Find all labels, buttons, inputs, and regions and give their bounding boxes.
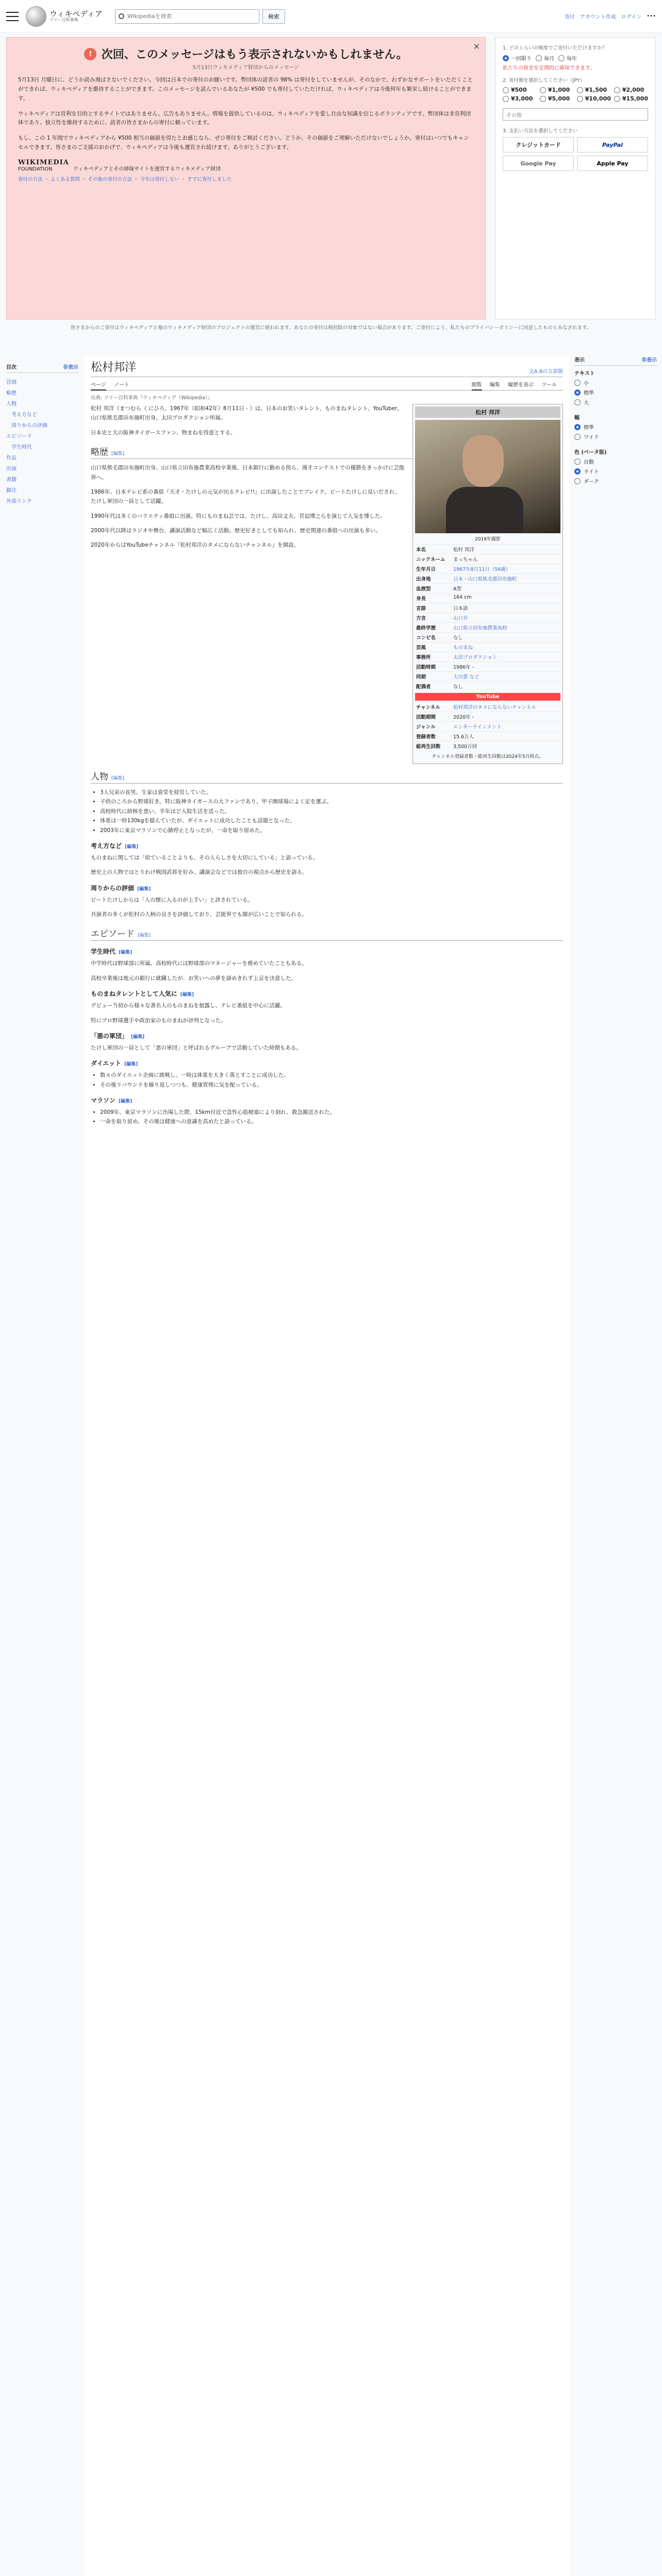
edit-link[interactable]: [編集] <box>119 1099 133 1104</box>
search-box <box>115 9 259 24</box>
radio-icon <box>574 380 581 386</box>
ib-key: 出身地 <box>416 577 431 582</box>
diet-item: • 数々のダイエット企画に挑戦し、一時は体重を大きく落とすことに成功した。 <box>100 1071 563 1080</box>
radio-icon <box>503 96 509 102</box>
career-paragraph: 1986年、日本テレビ系の番組『天才・たけしの元気が出るテレビ!!』に出演したことでブレイク。ビートたけしに見いだされ、たけし軍団の一員として活躍。 <box>91 488 401 505</box>
amount-option[interactable] <box>540 95 574 102</box>
infobox-title: 松村 邦洋 <box>415 406 560 418</box>
color-light-option[interactable] <box>574 467 657 475</box>
option-label: 小 <box>584 381 589 386</box>
banner-subtitle: 5月13日ウィキメディア財団からのメッセージ <box>192 65 300 71</box>
banner-title: 次回、このメッセージはもう表示されないかもしれません。 <box>101 48 408 61</box>
ib-key: 最終学歴 <box>416 625 436 631</box>
ib-key: 身長 <box>416 596 426 602</box>
toc-item[interactable]: 出演 <box>6 466 16 472</box>
toc-title: 目次 <box>6 365 16 370</box>
text-large-option[interactable] <box>574 398 657 406</box>
logo-title: ウィキペディア <box>49 9 103 19</box>
donate-panel <box>495 37 656 319</box>
diet-item: • その後リバウンドを繰り返しつつも、健康管理に気を配っている。 <box>100 1080 563 1090</box>
tab-history[interactable]: 履歴を表示 <box>508 382 534 388</box>
option-label: 大 <box>584 400 589 406</box>
wikimedia-logo-sub: FOUNDATION <box>18 166 53 172</box>
text-size-label: テキスト <box>574 371 595 377</box>
amount-option[interactable] <box>614 87 648 93</box>
ib-val: 15.6万人 <box>453 734 474 740</box>
color-dark-option[interactable] <box>574 477 657 485</box>
amount-label: ¥1,000 <box>548 87 570 93</box>
source-note: 出典: フリー百科事典『ウィキペディア（Wikipedia）』 <box>91 395 213 401</box>
ib-key: 本名 <box>416 547 426 553</box>
edit-link[interactable]: [編集] <box>131 1034 145 1040</box>
amount-option[interactable] <box>614 95 648 102</box>
top-bar <box>0 0 662 33</box>
photo-caption: 2018年撮影 <box>475 537 501 542</box>
imitate-paragraph: デビュー当初から様々な著名人のものまねを披露し、テレビ番組を中心に活躍。 <box>91 1003 286 1009</box>
ib-key: 言語 <box>416 606 426 612</box>
subsection-heading: 周りからの評価 <box>91 884 135 892</box>
option-label: ダーク <box>584 479 599 485</box>
ib-val: なし <box>453 684 464 690</box>
radio-icon <box>574 434 581 440</box>
amount-label: ¥15,000 <box>622 95 648 102</box>
tab-page[interactable]: ページ <box>91 382 106 391</box>
toc-item[interactable]: 略歴 <box>6 391 16 396</box>
ib-val: A型 <box>453 586 461 592</box>
toc-item[interactable]: 冒頭 <box>6 380 16 385</box>
ib-val: 松村 邦洋 <box>453 547 475 553</box>
ib-key: 芸風 <box>416 645 426 651</box>
donate-link[interactable]: 寄付 <box>564 14 575 20</box>
payment-question: 3. 支払い方法を選択してください <box>503 128 578 134</box>
toc-item[interactable]: 人物 <box>6 401 16 407</box>
amount-label: ¥10,000 <box>585 95 611 102</box>
freq-monthly-option[interactable] <box>536 54 554 62</box>
subsection-heading: ものまねタレントとして人気に <box>91 990 177 998</box>
info-icon: ! <box>84 48 96 60</box>
ib-key: 活動期間 <box>416 715 436 720</box>
ib-val[interactable]: 松村邦洋のタメにならないチャンネル <box>453 705 536 710</box>
search-input[interactable] <box>127 13 256 20</box>
text-small-option[interactable] <box>574 379 657 386</box>
google-pay-button[interactable]: Google Pay <box>503 156 574 171</box>
width-standard-option[interactable] <box>574 423 657 431</box>
ib-val: 日本語 <box>453 606 468 612</box>
freq-label: 毎月 <box>544 56 554 62</box>
amount-option[interactable] <box>577 87 611 93</box>
toc-sidebar <box>6 363 78 506</box>
banner-paragraph: ウィキペディアは営利を目的とするサイトではありません。広告もありません。情報を提供しているのは、ウィキペディアを愛し自由な知識を信じるボランティアです。弊団体は非営利団体であり、独立性を維持するために、読者の皆さまからの寄付に頼っています。 <box>18 110 471 126</box>
language-button[interactable]: 文A 8の言語版 <box>528 369 563 375</box>
login-link[interactable]: ログイン <box>621 14 642 20</box>
amount-label: ¥500 <box>511 87 527 93</box>
person-item: • 子供のころから野球好き。特に阪神タイガースの大ファンであり、甲子園球場によく足を運ぶ。 <box>100 797 563 806</box>
ib-key: 方言 <box>416 616 426 621</box>
toc-item[interactable]: 作品 <box>6 455 16 461</box>
radio-icon <box>574 399 581 405</box>
wikimedia-tagline: ウィキペディアとその姉妹サイトを運営するウィキメディア財団 <box>73 166 221 172</box>
ib-key: コンビ名 <box>416 635 436 641</box>
intro-paragraph: 松村 邦洋（まつむら くにひろ、1967年（昭和42年）8月11日 - ）は、日本のお笑いタレント、ものまねタレント、YouTuber。山口県熊毛郡田布施町出身。太田プロダクション所属。 <box>91 405 403 421</box>
radio-icon <box>536 55 542 61</box>
text-standard-option[interactable] <box>574 388 657 396</box>
freq-once-option[interactable] <box>503 54 532 62</box>
career-paragraph: 2020年からはYouTubeチャンネル『松村邦洋のタメにならないチャンネル』を開設。 <box>91 542 300 549</box>
create-account-link[interactable]: アカウント作成 <box>580 14 616 20</box>
section-heading: エピソード <box>91 929 135 940</box>
radio-icon <box>558 55 565 61</box>
option-label: 標準 <box>584 391 594 396</box>
toc-item[interactable]: 脚注 <box>6 488 16 494</box>
option-label: 自動 <box>584 460 594 465</box>
youtube-note: チャンネル登録者数・総再生回数は2024年5月時点。 <box>432 754 544 759</box>
toc-item[interactable]: エピソード <box>6 434 32 439</box>
apple-pay-button[interactable]: Apple Pay <box>577 156 648 171</box>
amount-label: ¥5,000 <box>548 95 570 102</box>
subsection-heading: 「悪の軍団」 <box>91 1032 128 1040</box>
wikipedia-globe-icon <box>26 6 46 27</box>
menu-icon[interactable] <box>6 12 19 21</box>
toc-subitem[interactable]: 学生時代 <box>11 445 32 450</box>
section-heading: 人物 <box>91 772 108 782</box>
amount-question: 2. 寄付額を選択してください（JPY） <box>503 78 585 83</box>
thoughts-paragraph: 歴史上の人物ではとりわけ戦国武将を好み、講演会などでは独自の視点から歴史を語る。 <box>91 869 308 876</box>
banner-links[interactable]: 寄付の方法 ・ よくある質問 ・ その他の寄付の方法 ・ 今年は寄付しない ・ すでに寄付しました <box>18 176 231 182</box>
toc-item[interactable]: 書籍 <box>6 477 16 483</box>
donation-notice: 皆さまからのご寄付はウィキペディアと他のウィキメディア財団のプロジェクトの運営に使われます。あなたの寄付は税控除の対象ではない場合があります。ご寄付により、私たちのプライバシーポリシーに同意したものとみなされます。 <box>70 325 592 331</box>
amount-option[interactable] <box>577 95 611 102</box>
radio-icon <box>574 478 581 484</box>
ib-val: まっちゃん <box>453 557 478 563</box>
section-heading: 略歴 <box>91 447 108 458</box>
intro-paragraph: 日本史と大の阪神タイガースファン、物まねを得意とする。 <box>91 429 236 436</box>
ib-key: 生年月日 <box>416 567 436 572</box>
option-label: 標準 <box>584 425 594 431</box>
subsection-heading: ダイエット <box>91 1060 122 1067</box>
freq-label: 毎年 <box>567 56 577 62</box>
option-label: ライト <box>584 469 599 475</box>
monthly-note: 私たちの資金を定期的に確保できます。 <box>503 65 595 71</box>
ib-key: 血液型 <box>416 586 431 592</box>
wikimedia-logo: WIKIMEDIA <box>18 158 69 166</box>
logo-subtitle: フリー百科事典 <box>49 18 78 23</box>
amount-option[interactable] <box>540 87 574 93</box>
edit-link[interactable]: [編集] <box>119 950 133 956</box>
amount-option[interactable] <box>503 87 537 93</box>
eval-paragraph: 共演者の多くが松村の人柄の良さを評価しており、芸能界でも顔が広いことで知られる。 <box>91 911 307 918</box>
person-item: • 3人兄弟の長男。生家は食堂を経営していた。 <box>100 788 563 797</box>
eval-paragraph: ビートたけしからは「人の懐に入るのが上手い」と評されている。 <box>91 896 253 903</box>
radio-icon <box>574 468 581 474</box>
edit-link[interactable]: [編集] <box>124 1062 138 1067</box>
ib-key: 配偶者 <box>416 684 431 690</box>
color-auto-option[interactable] <box>574 457 657 465</box>
ib-key: チャンネル <box>416 705 440 710</box>
portrait-photo[interactable] <box>415 420 560 533</box>
appearance-hide-link[interactable]: 非表示 <box>641 358 657 363</box>
appearance-panel <box>574 355 657 492</box>
marathon-item: • 2009年、東京マラソンに出場した際、15km付近で急性心筋梗塞により倒れ、救急搬送された。 <box>100 1108 563 1117</box>
radio-icon <box>540 96 546 102</box>
appearance-title: 表示 <box>574 358 585 363</box>
radio-icon <box>614 96 620 102</box>
school-paragraph: 高校卒業後は地元の銀行に就職したが、お笑いへの夢を諦めきれず上京を決意した。 <box>91 975 296 981</box>
freq-label: 一回限り <box>511 56 532 62</box>
ib-val[interactable]: 山口弁 <box>453 616 468 621</box>
amount-option[interactable] <box>503 95 537 102</box>
ib-key: ジャンル <box>416 724 436 730</box>
personal-tools <box>565 12 656 20</box>
ib-val: 164 cm <box>453 595 472 600</box>
tab-talk[interactable]: ノート <box>114 382 129 388</box>
toc-hide-link[interactable]: 非表示 <box>63 365 78 370</box>
ib-val[interactable]: 太田プロダクション <box>453 655 498 660</box>
ib-key: 同期 <box>416 674 426 680</box>
width-label: 幅 <box>574 415 580 421</box>
radio-icon <box>577 96 583 102</box>
tab-edit[interactable]: 編集 <box>489 382 500 388</box>
ib-val[interactable]: エンターテインメント <box>453 724 502 730</box>
tab-read[interactable]: 閲覧 <box>472 382 482 391</box>
career-paragraph: 2000年代以降はラジオや舞台、講演活動など幅広く活動。歴史好きとしても知られ、歴史関連の番組への出演も多い。 <box>91 528 381 534</box>
ib-key: 登録者数 <box>416 734 436 740</box>
ib-val[interactable]: 1967年8月11日（56歳） <box>453 567 511 572</box>
search-button[interactable]: 検索 <box>262 9 285 24</box>
subsection-heading: 学生時代 <box>91 948 116 956</box>
career-paragraph: 山口県熊毛郡田布施町出身。山口県立田布施農業高校卒業後、日本銀行に勤める傍ら、漫才コンテストでの優勝をきっかけに芸能界へ。 <box>91 465 405 481</box>
edit-link[interactable]: [編集] <box>138 933 151 939</box>
radio-icon <box>574 389 581 396</box>
more-menu-icon[interactable]: ••• <box>647 13 656 19</box>
width-wide-option[interactable] <box>574 433 657 440</box>
person-item: • 体重は一時130kgを超えていたが、ダイエットに成功したことも話題となった。 <box>100 816 563 825</box>
banner-paragraph: 5月13日 月曜日に、どうか読み飛ばさないでください。今回は日本での寄付のお願いです。弊団体の読者の 98% は寄付をしていませんが、そのなかで、わずかなサポートをいただくことができれば、ウィキペディアを維持することができます。このメッセージを読んでいるあなたが ¥500 でも寄付していただければ、ウィキペディアは今後何年も繁栄し続けることができます。 <box>18 77 473 101</box>
infobox <box>412 404 563 764</box>
radio-icon <box>503 87 509 93</box>
amount-grid <box>503 87 648 102</box>
option-label: ワイド <box>584 435 599 440</box>
edit-link[interactable]: [編集] <box>111 776 125 781</box>
ib-val[interactable]: 大川豊 など <box>453 674 479 680</box>
ib-val[interactable]: 山口県立田布施農業高校 <box>453 625 507 631</box>
edit-link[interactable]: [編集] <box>137 886 151 892</box>
frequency-question: 1. どのくらいの頻度でご寄付いただけますか？ <box>503 45 607 51</box>
edit-link[interactable]: [編集] <box>180 992 194 998</box>
search-icon <box>119 13 124 19</box>
youtube-section-title: YouTube <box>415 693 560 701</box>
radio-icon <box>540 87 546 93</box>
fundraising-banner <box>6 37 486 319</box>
subsection-heading: 考え方など <box>91 842 122 850</box>
subsection-heading: マラソン <box>91 1097 116 1104</box>
radio-icon <box>577 87 583 93</box>
ib-val: 2020年 - <box>453 715 474 720</box>
ib-val[interactable]: 日本・山口県熊毛郡田布施町 <box>453 577 517 582</box>
ib-val: なし <box>453 635 464 641</box>
ib-key: 活動時期 <box>416 665 436 670</box>
amount-label: ¥1,500 <box>585 87 607 93</box>
ib-key: 総再生回数 <box>416 744 441 750</box>
edit-link[interactable]: [編集] <box>111 451 125 457</box>
ib-key: ニックネーム <box>416 557 445 563</box>
imitate-paragraph: 特にプロ野球選手や政治家のものまねが評判となった。 <box>91 1017 226 1024</box>
toc-subitem[interactable]: 考え方など <box>11 412 37 418</box>
article-main <box>85 355 569 2576</box>
radio-icon <box>614 87 620 93</box>
banner-paragraph: もし、この 1 年間でウィキペディアから ¥500 相当の価値を得たとお感じなら、ぜひ寄付をご検討ください。どうか、その価値をご理解いただけないでしょうか。寄付はいつでもキャンセルできます。皆さまのご支援のおかげで、ウィキペディアは今後も運営され続けます。ありがとうございます。 <box>18 135 469 151</box>
amount-label: ¥3,000 <box>511 95 533 102</box>
ib-val: 1986年 - <box>453 665 474 670</box>
card-pay-button[interactable]: クレジットカード <box>503 137 574 152</box>
toc-item[interactable]: 外部リンク <box>6 499 32 504</box>
close-icon[interactable]: ✕ <box>473 42 480 52</box>
toc-subitem[interactable]: 周りからの評価 <box>11 423 47 429</box>
radio-icon <box>503 55 509 61</box>
color-label: 色 (ベータ版) <box>574 450 607 455</box>
page-title: 松村邦洋 <box>91 361 137 374</box>
freq-yearly-option[interactable] <box>558 54 577 62</box>
ib-val: 3,500万回 <box>453 744 477 750</box>
ib-key: 事務所 <box>416 655 431 660</box>
site-logo[interactable] <box>26 6 103 27</box>
paypal-button[interactable]: PayPal <box>577 137 648 152</box>
marathon-item: • 一命を取り留め、その後は健康への意識を高めたと語っている。 <box>100 1117 563 1126</box>
radio-icon <box>574 424 581 430</box>
edit-link[interactable]: [編集] <box>125 844 139 850</box>
school-paragraph: 中学時代は野球部に所属。高校時代には野球部のマネージャーを務めていたこともある。 <box>91 960 307 967</box>
person-item: • 高校時代に結核を患い、半年ほど入院生活を送った。 <box>100 807 563 816</box>
ib-val[interactable]: ものまね <box>453 645 473 651</box>
person-item: • 2003年に東京マラソンで心肺停止となったが、一命を取り留めた。 <box>100 826 563 835</box>
demon-paragraph: たけし軍団の一員として「悪の軍団」と呼ばれるグループで活動していた時期もある。 <box>91 1044 302 1051</box>
amount-label: ¥2,000 <box>622 87 644 93</box>
radio-icon <box>574 459 581 465</box>
career-paragraph: 1990年代は多くのバラエティ番組に出演。特にものまね芸では、たけし、高田文夫、宮迫博之らを演じて人気を博した。 <box>91 513 386 519</box>
other-amount-input[interactable]: その他 <box>503 108 648 121</box>
tab-tools[interactable]: ツール <box>541 382 557 388</box>
thoughts-paragraph: ものまねに関しては「似ていることよりも、その人らしさを大切にしている」と語っている。 <box>91 854 318 861</box>
